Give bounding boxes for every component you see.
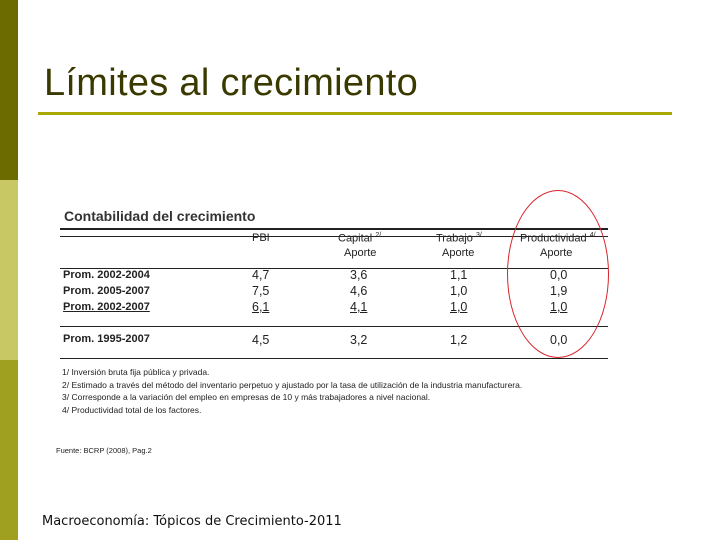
row-capital: 4,6 bbox=[350, 284, 368, 298]
row-productividad: 1,0 bbox=[550, 300, 568, 314]
table-rule bbox=[60, 358, 608, 359]
header-trabajo: Trabajo $^{3/}$ bbox=[436, 232, 482, 245]
note-2: 2/ Estimado a través del método del inventario perpetuo y ajustado por la tasa de utilización de la industria manufacturera. bbox=[62, 379, 523, 390]
note-3: 3/ Corresponde a la variación del empleo en empresas de 10 y más trabajadores a nivel nacional. bbox=[62, 392, 431, 402]
row-label: Prom. 2002-2007 bbox=[63, 301, 150, 313]
note-1: 1/ Inversión bruta fija pública y privada. bbox=[62, 367, 210, 377]
header-capital-aporte: Aporte bbox=[344, 247, 377, 259]
header-pbi: PBI bbox=[252, 232, 270, 244]
row-productividad: 0,0 bbox=[550, 268, 568, 282]
row-productividad: 1,9 bbox=[550, 284, 568, 298]
slide-title: Límites al crecimiento bbox=[44, 62, 419, 104]
row-capital: 4,1 bbox=[350, 300, 368, 314]
row-capital: 3,2 bbox=[350, 333, 368, 347]
note-4: 4/ Productividad total de los factores. bbox=[62, 404, 202, 415]
side-bar-middle bbox=[0, 180, 18, 360]
row-trabajo: 1,2 bbox=[450, 333, 468, 347]
row-trabajo: 1,1 bbox=[450, 268, 468, 282]
header-trabajo-aporte: Aporte bbox=[442, 247, 475, 259]
row-pbi: 7,5 bbox=[252, 284, 270, 298]
row-pbi: 4,5 bbox=[252, 333, 270, 347]
row-pbi: 6,1 bbox=[252, 300, 270, 314]
header-productividad-aporte: Aporte bbox=[540, 247, 573, 259]
header-productividad: Productividad $^{4/}$ bbox=[520, 232, 596, 245]
row-label: Prom. 1995-2007 bbox=[63, 333, 150, 345]
row-trabajo: 1,0 bbox=[450, 300, 468, 314]
table-title: Contabilidad del crecimiento bbox=[64, 208, 256, 224]
side-bar-bottom bbox=[0, 360, 18, 540]
row-label: Prom. 2005-2007 bbox=[63, 285, 150, 297]
title-underline bbox=[38, 112, 672, 115]
side-bar-top bbox=[0, 0, 18, 180]
header-capital: Capital $^{2/}$ bbox=[338, 232, 382, 245]
table-notes bbox=[62, 366, 522, 416]
row-capital: 3,6 bbox=[350, 268, 368, 282]
row-productividad: 0,0 bbox=[550, 333, 568, 347]
slide-footer: Macroeconomía: Tópicos de Crecimiento-2011 bbox=[42, 514, 342, 529]
source-note: Fuente: BCRP (2008), Pag.2 bbox=[56, 446, 152, 455]
row-pbi: 4,7 bbox=[252, 268, 270, 282]
productivity-highlight-ellipse bbox=[507, 190, 609, 358]
row-label: Prom. 2002-2004 bbox=[63, 269, 150, 281]
row-trabajo: 1,0 bbox=[450, 284, 468, 298]
